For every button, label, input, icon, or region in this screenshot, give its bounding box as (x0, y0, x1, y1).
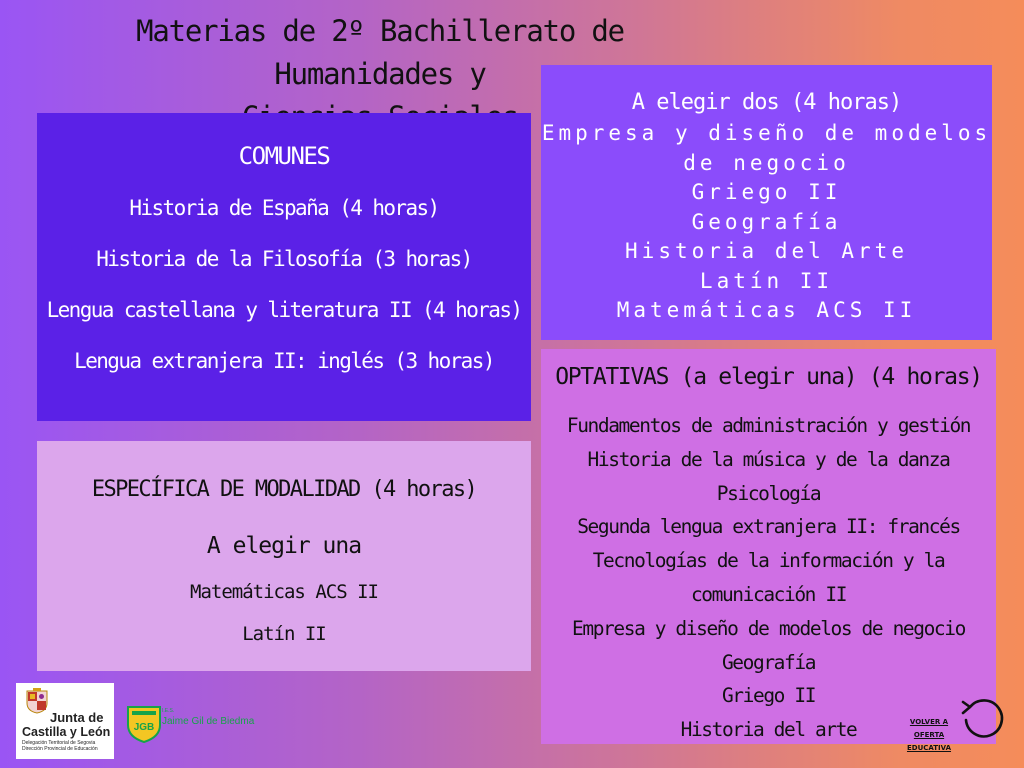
optativas-heading: OPTATIVAS (a elegir una) (4 horas) (555, 364, 982, 390)
elegir-dos-list (541, 119, 992, 326)
volver-line-2: EDUCATIVA (906, 744, 952, 752)
elegir-dos-item: Latín II (699, 268, 834, 293)
optativas-item: Historia de la música y de la danza (587, 447, 950, 471)
optativas-item: Historia del arte (680, 718, 857, 742)
optativas-item: Empresa y diseño de modelos de negocio (572, 616, 965, 640)
jgb-school-name: Jaime Gil de Biedma (162, 716, 255, 727)
optativas-item: comunicación II (690, 582, 847, 606)
jcyl-line-2: Castilla y León (22, 725, 111, 739)
junta-castilla-leon-logo (16, 683, 114, 759)
especifica-list (37, 571, 531, 655)
optativas-item: Psicología (716, 481, 821, 505)
comunes-box (37, 113, 531, 421)
jgb-badge-text: JGB (133, 722, 155, 733)
title-line-1: Materias de 2º Bachillerato de Humanidades y (136, 14, 624, 91)
comunes-item: Lengua extranjera II: inglés (3 horas) (74, 349, 494, 373)
comunes-item: Lengua castellana y literatura II (4 horas) (46, 298, 522, 322)
comunes-list (37, 183, 531, 387)
comunes-item: Historia de España (4 horas) (129, 196, 439, 220)
comunes-heading: COMUNES (238, 142, 330, 170)
volver-line-1: VOLVER A OFERTA (909, 718, 949, 739)
optativas-item: Fundamentos de administración y gestión (566, 414, 971, 437)
volver-oferta-link[interactable] (896, 716, 962, 755)
jcyl-line-3: Delegación Territorial de Segovia (22, 740, 96, 746)
especifica-heading: ESPECÍFICA DE MODALIDAD (4 horas) (91, 477, 477, 502)
coat-of-arms-icon (26, 688, 48, 714)
elegir-dos-item: de negocio (683, 150, 850, 175)
back-arrow-circle-icon[interactable] (958, 693, 1006, 741)
optativas-list (541, 409, 996, 747)
jgb-ies-label: I.E.S. (162, 708, 175, 714)
especifica-item: Matemáticas ACS II (190, 581, 378, 603)
jgb-school-logo (124, 703, 164, 743)
jcyl-subtitle (22, 740, 98, 752)
jcyl-line-1: Junta de (50, 710, 104, 725)
optativas-item: Griego II (721, 684, 816, 708)
elegir-dos-item: Historia del Arte (625, 239, 908, 263)
jcyl-line-4: Dirección Provincial de Educación (22, 746, 98, 752)
elegir-dos-item: Griego II (691, 180, 842, 204)
elegir-dos-item: Geografía (691, 209, 842, 234)
especifica-box (37, 441, 531, 671)
comunes-item: Historia de la Filosofía (3 horas) (96, 247, 472, 271)
optativas-item: Geografía (721, 650, 816, 674)
especifica-subheading: A elegir una (206, 533, 362, 559)
optativas-item: Tecnologías de la información y la (592, 549, 945, 573)
optativas-box (541, 349, 996, 744)
elegir-dos-heading: A elegir dos (4 horas) (631, 90, 902, 115)
elegir-dos-item: Empresa y diseño de modelos (541, 121, 992, 145)
optativas-item: Segunda lengua extranjera II: francés (577, 515, 960, 539)
especifica-item: Latín II (242, 623, 326, 645)
elegir-dos-item: Matemáticas ACS II (616, 298, 917, 322)
elegir-dos-box (541, 65, 992, 340)
